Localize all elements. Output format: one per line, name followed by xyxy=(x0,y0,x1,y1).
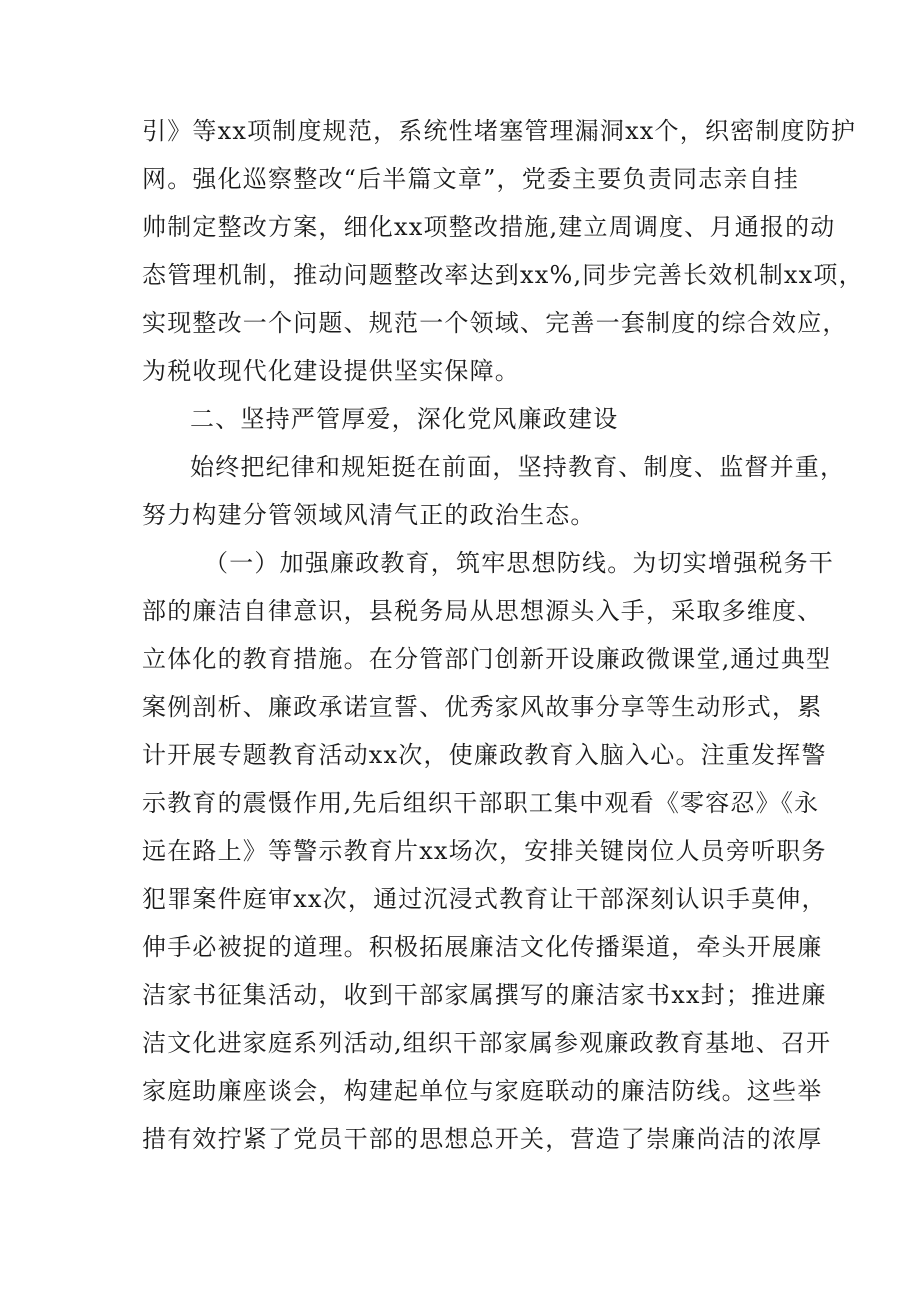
paragraph-line: 引》等xx项制度规范，系统性堵塞管理漏洞xx个，织密制度防护 xyxy=(142,117,857,145)
paragraph-line: 立体化的教育措施。在分管部门创新开设廉政微课堂,通过典型 xyxy=(142,645,832,673)
paragraph-line: 示教育的震慑作用,先后组织干部职工集中观看《零容忍》《永 xyxy=(142,789,820,817)
section-heading: 二、坚持严管厚爱，深化党风廉政建设 xyxy=(190,405,619,433)
paragraph-line: 案例剖析、廉政承诺宣誓、优秀家风故事分享等生动形式，累 xyxy=(142,693,823,721)
paragraph-line: 远在路上》等警示教育片xx场次，安排关键岗位人员旁听职务 xyxy=(142,837,827,865)
paragraph-line: 洁家书征集活动，收到干部家属撰写的廉洁家书xx封；推进廉 xyxy=(142,981,827,1009)
subsection-heading-line: （一）加强廉政教育，筑牢思想防线。为切实增强税务干 xyxy=(204,549,834,577)
paragraph-line: 态管理机制，推动问题整改率达到xx%,同步完善长效机制xx项， xyxy=(142,261,864,289)
paragraph-line: 部的廉洁自律意识，县税务局从思想源头入手，采取多维度、 xyxy=(142,597,823,625)
paragraph-line: 实现整改一个问题、规范一个领域、完善一套制度的综合效应， xyxy=(142,309,848,337)
paragraph-line: 努力构建分管领域风清气正的政治生态。 xyxy=(142,501,596,529)
paragraph-line: 犯罪案件庭审xx次，通过沉浸式教育让干部深刻认识手莫伸， xyxy=(142,885,827,913)
paragraph-line: 家庭助廉座谈会，构建起单位与家庭联动的廉洁防线。这些举 xyxy=(142,1077,823,1105)
paragraph-line: 伸手必被捉的道理。积极拓展廉洁文化传播渠道，牵头开展廉 xyxy=(142,933,823,961)
paragraph-line: 始终把纪律和规矩挺在前面，坚持教育、制度、监督并重， xyxy=(190,453,846,481)
paragraph-line: 洁文化进家庭系列活动,组织干部家属参观廉政教育基地、召开 xyxy=(142,1029,832,1057)
paragraph-line: 帅制定整改方案，细化xx项整改措施,建立周调度、月通报的动 xyxy=(142,213,836,241)
paragraph-line: 措有效拧紧了党员干部的思想总开关，营造了崇廉尚洁的浓厚 xyxy=(142,1125,823,1153)
paragraph-line: 网。强化巡察整改“后半篇文章”，党委主要负责同志亲自挂 xyxy=(142,165,799,193)
paragraph-line: 为税收现代化建设提供坚实保障。 xyxy=(142,357,520,385)
paragraph-line: 计开展专题教育活动xx次，使廉政教育入脑入心。注重发挥警 xyxy=(142,741,827,769)
